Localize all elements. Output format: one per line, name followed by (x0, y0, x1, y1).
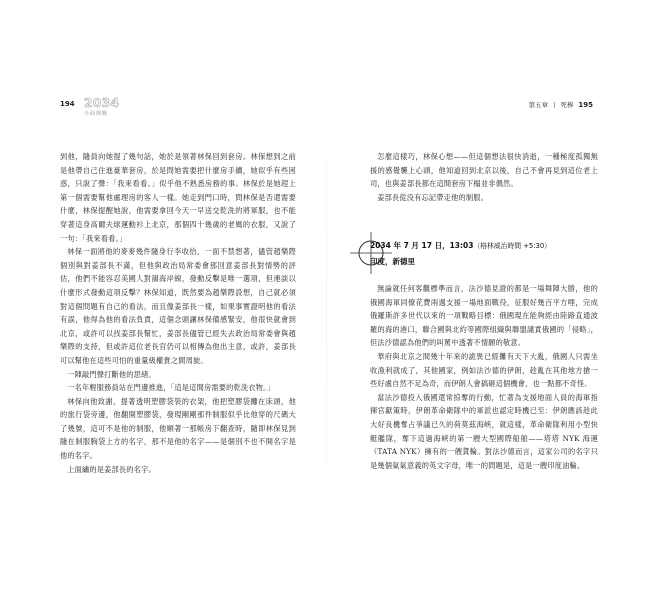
left-page-body (60, 150, 296, 476)
right-running-head (529, 100, 593, 109)
section-label: 第五章 (528, 101, 549, 109)
dateline-place: 印度，新德里 (370, 257, 415, 266)
paragraph: 一陣敲門聲打斷他的思緒。 (67, 369, 156, 379)
right-page-body-top (370, 150, 598, 204)
crosshair-icon (348, 230, 394, 276)
paragraph: 怎麼這樣巧，林保心想——但這個想法很快消逝，一種極度孤獨無援的感覺襲上心頭，他知道回到北京以後，自己不會再見到這位老上司，也與姜部長都在這間套房下榻並非偶然。 (370, 152, 598, 189)
dateline-timezone: （格林威治時間 +5:30） (473, 242, 551, 250)
right-page-number: 195 (578, 100, 593, 109)
paragraph: 到他，隨員向她提了幾句話，她於是領著林保回到套房。林保想到之前是他帶自己住進豪華套房，於是問她需要把什麼房手續，她似乎有些困惑，只說了聲：「我來看看。」似乎他不熟悉房務的事。林保於是她趕上第一個需要幫他處理房的客人一樣。她走到門口時，問林保是否還需要什麼，林保提醒她說，他需要拿回今天一早送交乾洗的將軍服，也不能穿著這身高爾夫球運動衫上北京，那個四十幾歲的老媽的衣服，又說了一句：「我來看看。」 (60, 152, 296, 243)
left-page-number: 194 (60, 100, 75, 108)
book-logo (84, 97, 118, 119)
chapter-label: 死棒 (560, 101, 574, 109)
paragraph: 無論就任何客觀標準而言，法沙德見證的都是一場舞陣大勝，他的俄國海軍同僚花費兩週支援一場地面戰役，征服好幾百平方哩，完成俄羅斯許多世代以來的一項戰略目標：俄國現在能夠經由陸路直通波羅的海的港口，聯合國與北約等國際組織與聯盟譴責俄國的「侵略」，但法沙德認為他們的叫罵中透著不情願的敬意。 (370, 284, 598, 348)
right-page-body-bottom (370, 282, 598, 472)
paragraph: 華府與北京之間幾十年來的詭異已經攤有天下大亂，俄國人只需坐收漁利就成了，其他國家，例如法沙德的伊朗，趁亂在其他地方搶一些好處自然不足為奇，而伊朗人會搞砸這個機會，也一點都不奇怪。 (370, 351, 598, 389)
paragraph: 姜部長從没有忘記帶走他的制服。 (377, 192, 489, 202)
paragraph: 林保向他致謝，提著透明塑膠袋裝的衣架，他把塑膠袋攤在床頭，他的旅行袋旁邊，他翻開塑膠袋，發現剛剛那件制服似乎比他穿的尺碼大了幾號，這可不是他的制服，他順著一那帳房下翻查時，隨即林保見到隨在制服胸袋上方的名字，那不是他的名字——是個別不也不開名字是他的名字。 (60, 396, 296, 461)
running-head-separator: | (553, 100, 556, 109)
dateline (370, 240, 551, 251)
paragraph: 當法沙德投入俄國還常掠奪的行動，忙著為支援地面人員的海軍指揮官獻策時，伊朗革命衛隊中的軍派也認定時機已至：伊朗應該趁此大好良機奪占爭議已久的荷莫茲海峽，就這樣，革命衛隊利用小型快艇艦隊，奪下這過海峽的第一艘大型國際船舶——塔塔 NYK 海運（TATA NYK）擁有的一艘貨輪。對法沙德而言，這家公司的名字只是幾個氣氣意義的英文字母，唯一的問題是，這是一艘印度油輪。 (370, 392, 598, 470)
paragraph: 上面繡的是姜部長的名字。 (67, 464, 156, 474)
book-logo-subtitle: 全面開戰 (84, 111, 109, 117)
paragraph: 林保一面將他的麥麥幾件隨身行李收拾，一面不禁想著，儘管趙樂際個別與對姜部長不滿，但他與政治局常委會那回意姜部長對情勢的評估，他們不能容忍美國人對韻海岸線，發動反擊是唯一選項，但連談以什麼形式發動這項反擊？林保知道，既然要為趙樂際設想，自己就必須對這個問題有自己的看法，而且像姜部長一樣，如果事實證明他的看法有誤，他得為他的看法負責，這個念頭讓林保備感緊安，他很快就會到北京，或許可以找姜部長幫忙，姜部長儘管已經失去政治局常委會與趙樂際的支持，但或許這位老長官仍可以相傳為他出主意，或許，姜部長可以幫他在這些可怕的重量級權貴之間周旋。 (60, 247, 296, 365)
book-logo-number: 2034 (84, 96, 120, 110)
page-gutter (326, 90, 327, 530)
dateline-date: 2034 年 7 月 17 日，13:03 (370, 241, 474, 250)
paragraph: 一名年輕服務員站在門邊推進，「這是這間房需要的乾洗衣物。」 (67, 383, 275, 393)
